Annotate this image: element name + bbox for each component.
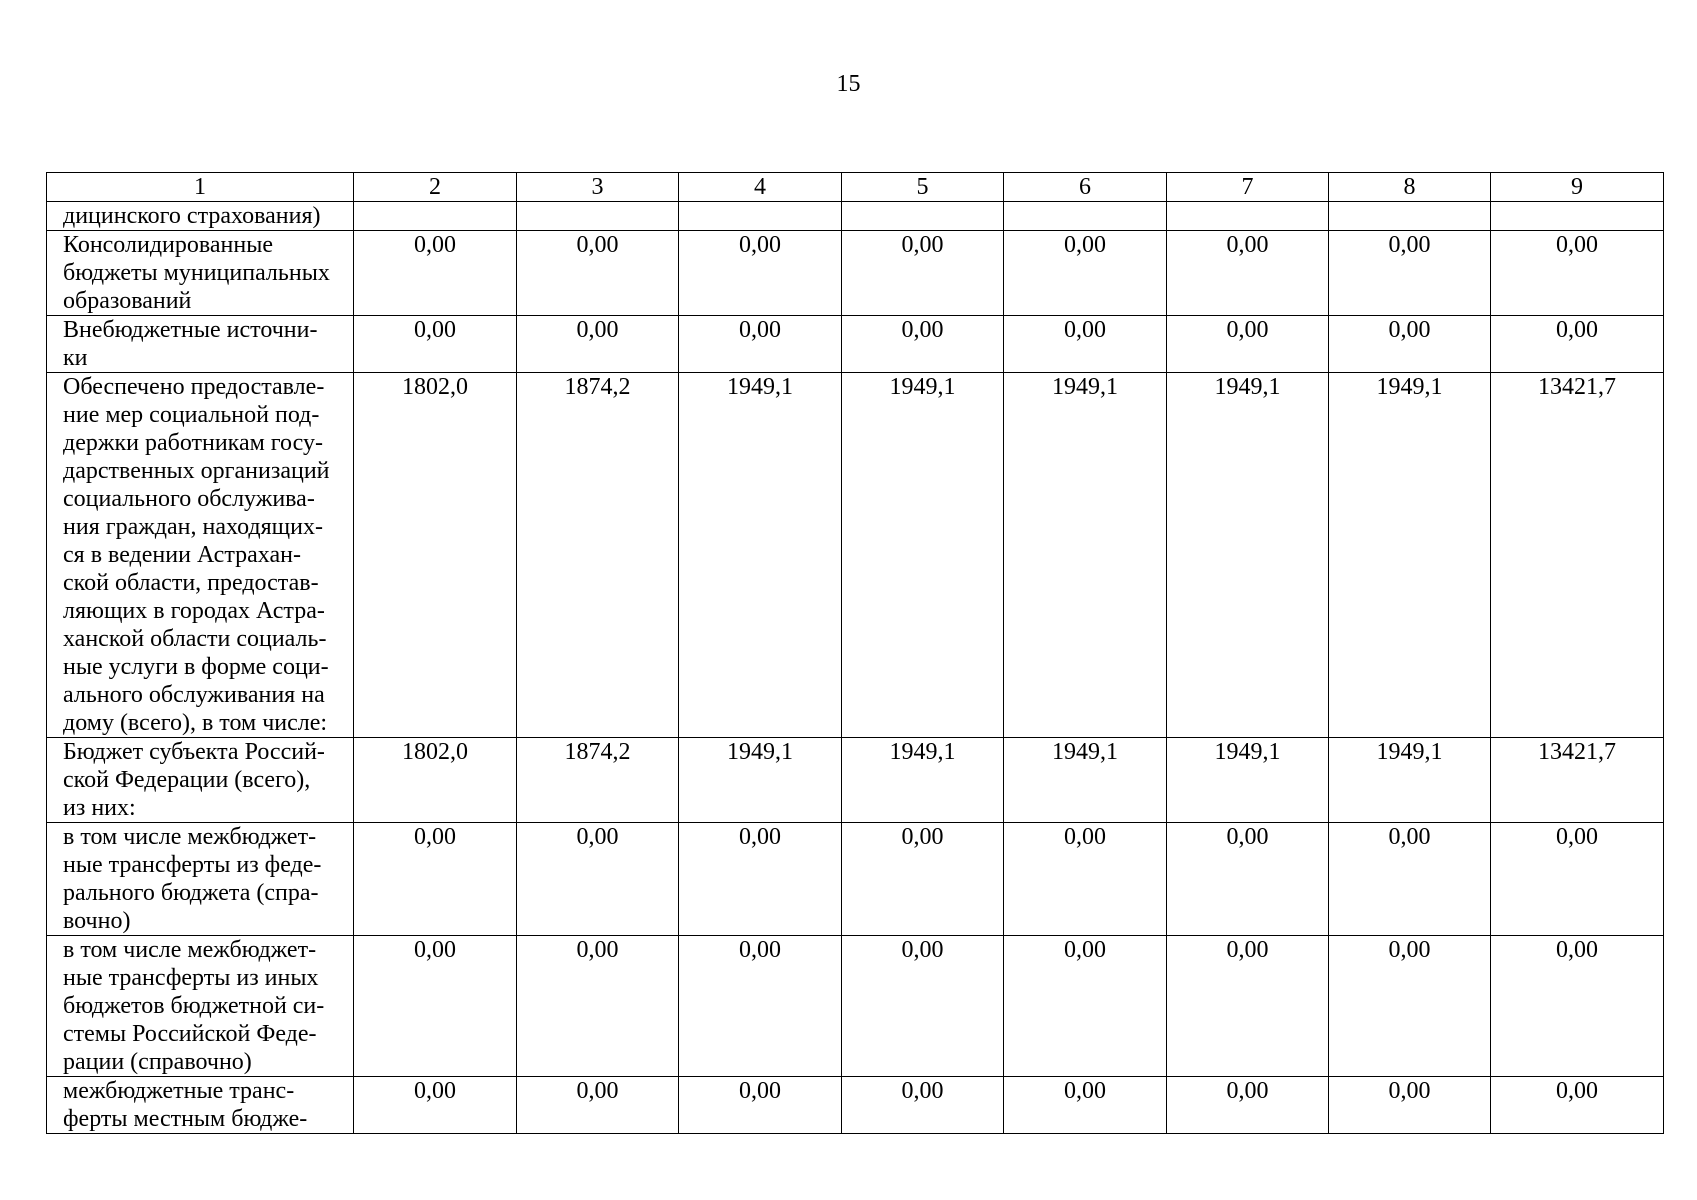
table-row [47,373,1664,738]
row-label-line: ального обслуживания на [63,682,325,708]
value-cell-col-9: 0,00 [1491,231,1664,316]
row-label-cell [47,231,354,316]
value-cell-col-7: 0,00 [1167,316,1329,373]
row-label-line: из них: [63,795,136,821]
header-cell-4: 4 [679,173,842,202]
value-cell-col-8: 0,00 [1329,1077,1491,1134]
value-cell-col-4: 0,00 [679,1077,842,1134]
value-cell-col-9: 0,00 [1491,316,1664,373]
value-cell-col-8: 0,00 [1329,316,1491,373]
table-row [47,936,1664,1077]
value-cell-col-6: 0,00 [1004,1077,1167,1134]
row-label-line: ханской области социаль- [63,626,327,652]
header-cell-6: 6 [1004,173,1167,202]
row-label-cell [47,373,354,738]
value-cell-col-9: 0,00 [1491,1077,1664,1134]
row-label-line: держки работникам госу- [63,430,323,456]
row-label-line: ской Федерации (всего), [63,767,311,793]
value-cell-col-7: 0,00 [1167,823,1329,936]
value-cell-col-5: 0,00 [842,316,1004,373]
row-label-line: дарственных организаций [63,458,330,484]
value-cell-col-6: 0,00 [1004,231,1167,316]
row-label-line: ся в ведении Астрахан- [63,542,301,568]
value-cell-col-9: 13421,7 [1491,373,1664,738]
row-label-line: в том числе межбюджет- [63,824,317,850]
value-cell-col-3: 0,00 [517,1077,679,1134]
header-cell-1: 1 [47,173,354,202]
value-cell-col-5: 0,00 [842,936,1004,1077]
value-cell-col-7: 0,00 [1167,936,1329,1077]
table-row [47,823,1664,936]
row-label-line: в том числе межбюджет- [63,937,317,963]
value-cell-col-5 [842,202,1004,231]
header-cell-3: 3 [517,173,679,202]
header-cell-8: 8 [1329,173,1491,202]
value-cell-col-3: 0,00 [517,231,679,316]
row-label-line: Обеспечено предоставле- [63,374,325,400]
value-cell-col-2: 1802,0 [354,738,517,823]
row-label-line: рации (справочно) [63,1049,252,1075]
value-cell-col-3: 1874,2 [517,738,679,823]
value-cell-col-6: 0,00 [1004,316,1167,373]
value-cell-col-2: 1802,0 [354,373,517,738]
row-label-line: дицинского страхования) [63,203,321,229]
value-cell-col-7 [1167,202,1329,231]
row-label-line: ферты местным бюдже- [63,1106,308,1132]
page-number: 15 [836,71,861,97]
value-cell-col-5: 1949,1 [842,738,1004,823]
table-body [47,173,1664,1134]
value-cell-col-9: 0,00 [1491,936,1664,1077]
value-cell-col-4: 0,00 [679,316,842,373]
value-cell-col-4 [679,202,842,231]
value-cell-col-6 [1004,202,1167,231]
value-cell-col-3: 1874,2 [517,373,679,738]
row-label-line: социального обслужива- [63,486,315,512]
value-cell-col-2: 0,00 [354,936,517,1077]
row-label-line: дому (всего), в том числе: [63,710,328,736]
value-cell-col-8: 1949,1 [1329,738,1491,823]
row-label-line: ской области, предостав- [63,570,319,596]
row-label-cell [47,738,354,823]
value-cell-col-8: 0,00 [1329,231,1491,316]
value-cell-col-8: 0,00 [1329,936,1491,1077]
value-cell-col-6: 0,00 [1004,823,1167,936]
row-label-line: образований [63,288,192,314]
row-label-line: ние мер социальной под- [63,402,320,428]
row-label-line: Внебюджетные источни- [63,317,318,343]
value-cell-col-9 [1491,202,1664,231]
row-label-line: вочно) [63,908,131,934]
row-label-cell [47,823,354,936]
value-cell-col-8: 1949,1 [1329,373,1491,738]
value-cell-col-3: 0,00 [517,936,679,1077]
header-cell-2: 2 [354,173,517,202]
value-cell-col-6: 1949,1 [1004,373,1167,738]
value-cell-col-2: 0,00 [354,1077,517,1134]
value-cell-col-5: 0,00 [842,1077,1004,1134]
value-cell-col-5: 0,00 [842,231,1004,316]
row-label-line: ния граждан, находящих- [63,514,323,540]
value-cell-col-3 [517,202,679,231]
row-label-line: Консолидированные [63,232,273,258]
row-label-line: бюджеты муниципальных [63,260,330,286]
value-cell-col-7: 1949,1 [1167,373,1329,738]
table-row [47,202,1664,231]
value-cell-col-2: 0,00 [354,823,517,936]
value-cell-col-2: 0,00 [354,316,517,373]
row-label-cell [47,936,354,1077]
row-label-line: стемы Российской Феде- [63,1021,317,1047]
row-label-line: ные трансферты из иных [63,965,319,991]
row-label-line: ные трансферты из феде- [63,852,322,878]
header-cell-5: 5 [842,173,1004,202]
row-label-line: ные услуги в форме соци- [63,654,329,680]
value-cell-col-3: 0,00 [517,823,679,936]
row-label-cell [47,202,354,231]
value-cell-col-5: 1949,1 [842,373,1004,738]
value-cell-col-3: 0,00 [517,316,679,373]
value-cell-col-7: 0,00 [1167,1077,1329,1134]
table-header-row [47,173,1664,202]
row-label-line: Бюджет субъекта Россий- [63,739,325,765]
value-cell-col-4: 0,00 [679,936,842,1077]
value-cell-col-7: 0,00 [1167,231,1329,316]
table-row [47,1077,1664,1134]
row-label-line: рального бюджета (спра- [63,880,319,906]
value-cell-col-2: 0,00 [354,231,517,316]
value-cell-col-9: 0,00 [1491,823,1664,936]
row-label-cell [47,1077,354,1134]
value-cell-col-4: 1949,1 [679,373,842,738]
row-label-line: ки [63,345,88,371]
row-label-line: ляющих в городах Астра- [63,598,325,624]
value-cell-col-5: 0,00 [842,823,1004,936]
header-cell-9: 9 [1491,173,1664,202]
value-cell-col-8 [1329,202,1491,231]
table-row [47,738,1664,823]
table-row [47,231,1664,316]
value-cell-col-2 [354,202,517,231]
value-cell-col-9: 13421,7 [1491,738,1664,823]
table-row [47,316,1664,373]
value-cell-col-8: 0,00 [1329,823,1491,936]
row-label-line: межбюджетные транс- [63,1078,295,1104]
value-cell-col-4: 0,00 [679,823,842,936]
budget-table [46,172,1664,1134]
row-label-cell [47,316,354,373]
value-cell-col-4: 0,00 [679,231,842,316]
header-cell-7: 7 [1167,173,1329,202]
value-cell-col-6: 1949,1 [1004,738,1167,823]
value-cell-col-7: 1949,1 [1167,738,1329,823]
value-cell-col-4: 1949,1 [679,738,842,823]
row-label-line: бюджетов бюджетной си- [63,993,325,1019]
value-cell-col-6: 0,00 [1004,936,1167,1077]
